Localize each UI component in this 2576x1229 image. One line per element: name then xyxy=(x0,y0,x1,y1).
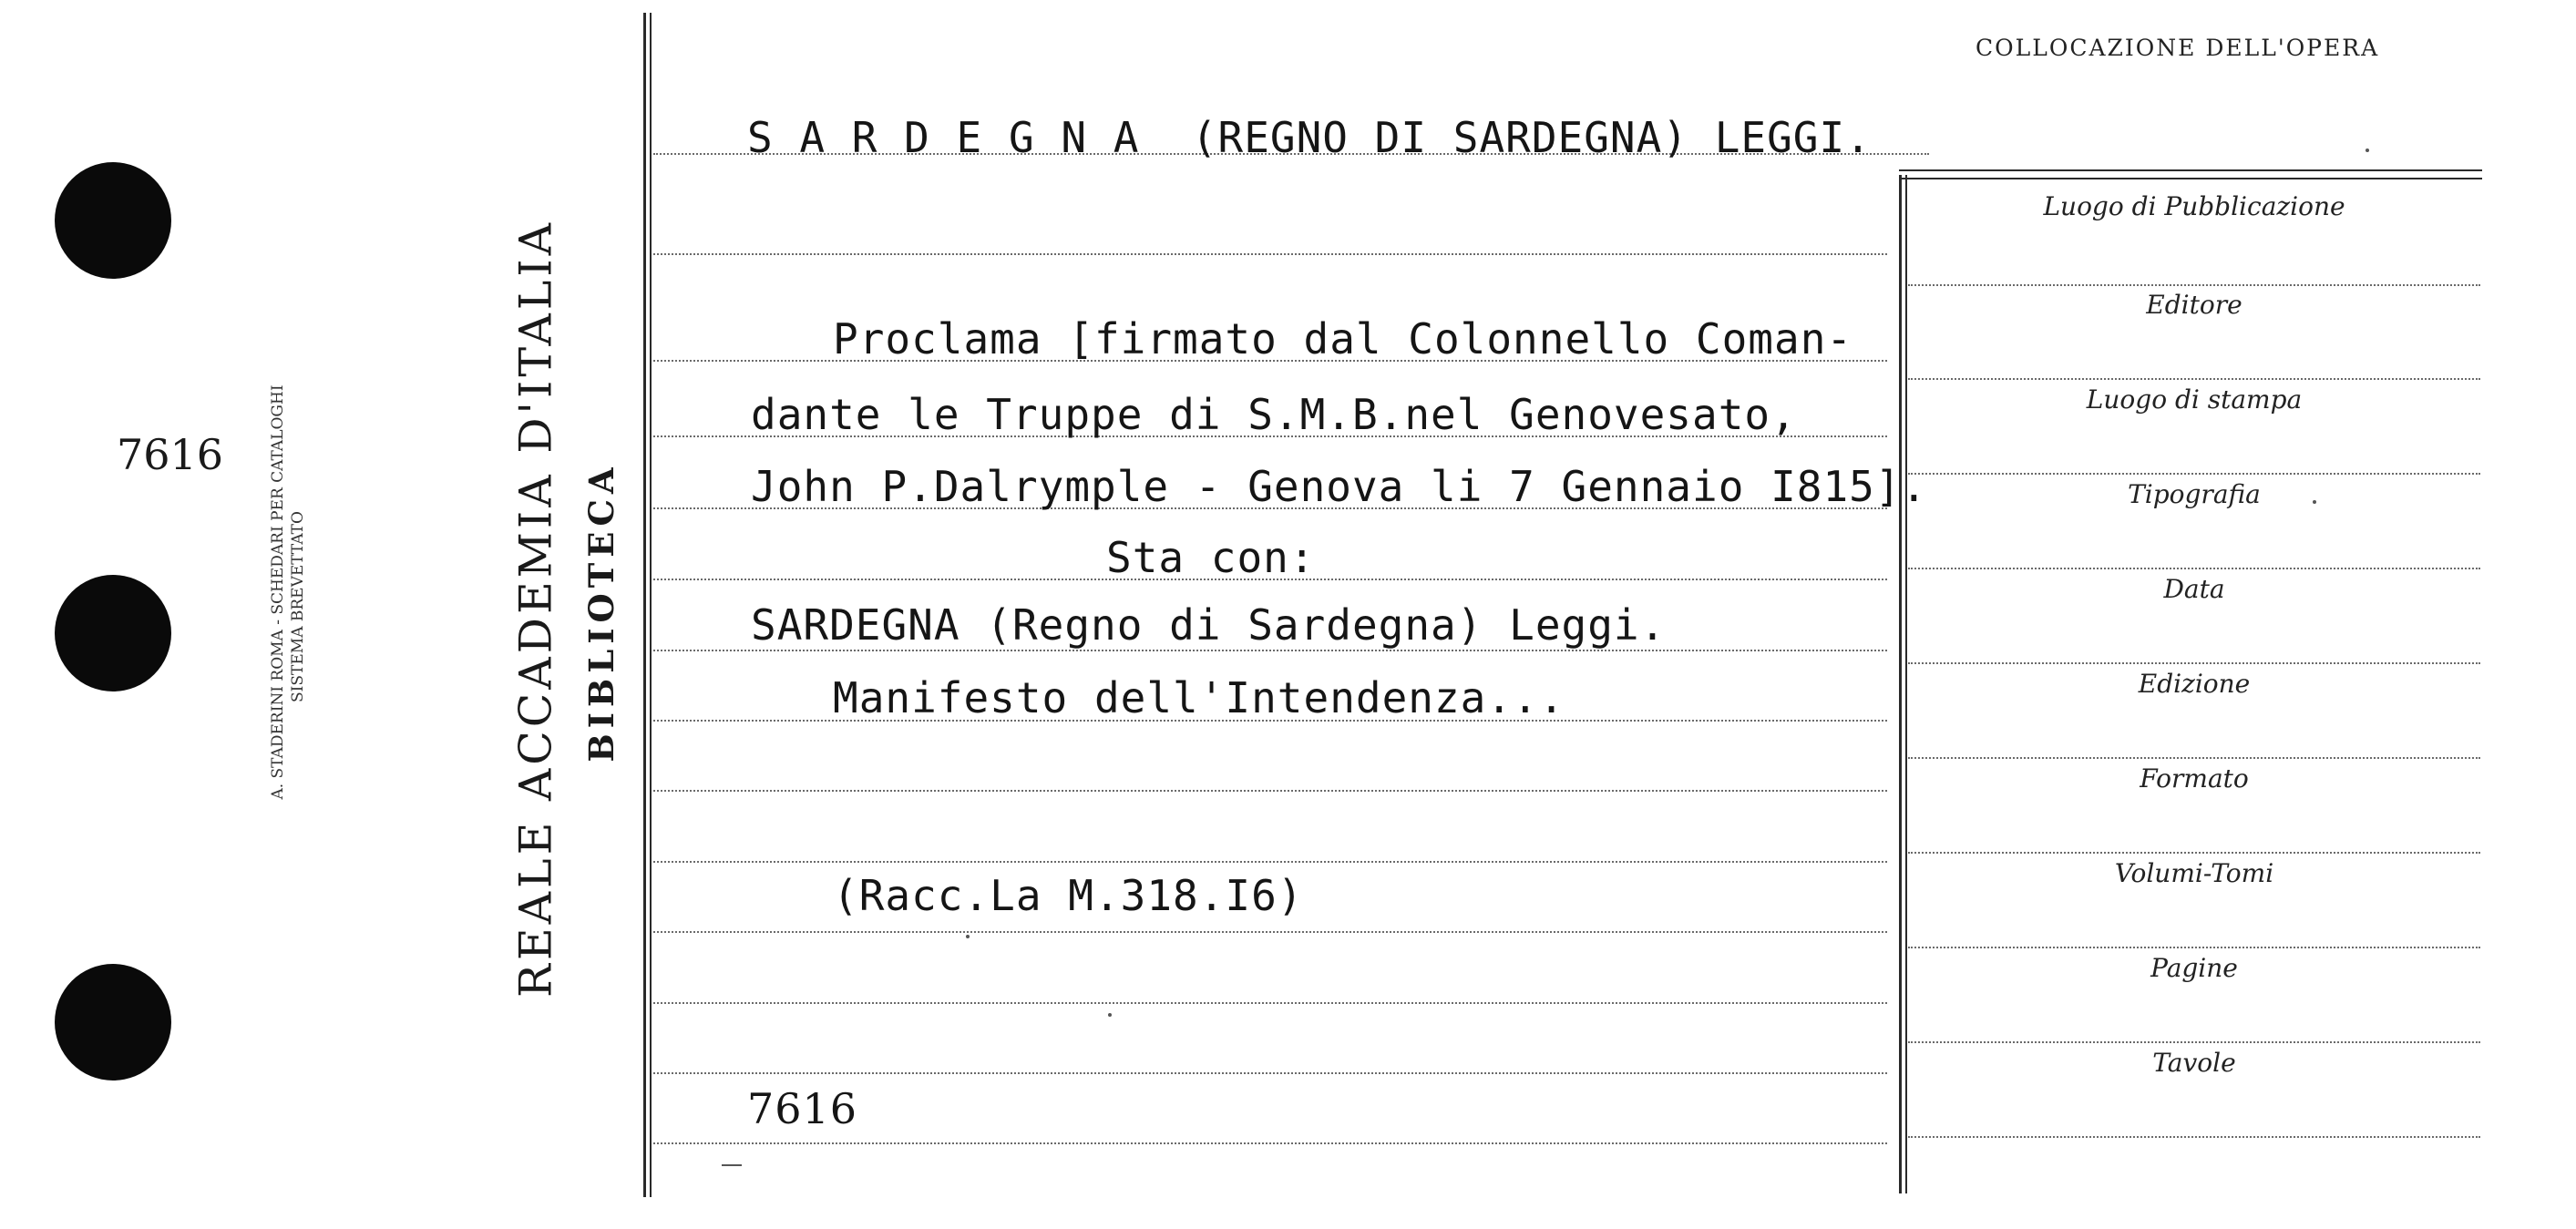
field-rule xyxy=(1908,1041,2480,1043)
accession-number-bottom: 7616 xyxy=(747,1084,858,1133)
field-pagine: Pagine xyxy=(2150,953,2238,983)
field-edizione: Edizione xyxy=(2138,669,2251,699)
ruled-line xyxy=(653,790,1887,792)
accession-number-left: 7616 xyxy=(117,430,224,479)
ruled-line xyxy=(653,1142,1887,1144)
card-heading: S A R D E G N A (REGNO DI SARDEGNA) LEGGI. xyxy=(747,113,1872,162)
ruled-line xyxy=(653,253,1887,255)
field-rule xyxy=(1908,662,2480,664)
ruled-line xyxy=(653,650,1887,651)
binder-hole-top xyxy=(55,162,171,279)
field-column-top-rule-2 xyxy=(1899,178,2482,179)
field-column-top-rule xyxy=(1899,169,2482,171)
field-tipografia: Tipografia xyxy=(2128,479,2261,509)
field-volumi-tomi: Volumi-Tomi xyxy=(2114,858,2274,888)
binder-hole-bottom xyxy=(55,964,171,1080)
field-rule xyxy=(1908,757,2480,759)
printer-imprint-line1: A. STADERINI ROMA - SCHEDARI PER CATALOGHI xyxy=(269,384,287,800)
scan-speck xyxy=(2366,149,2369,152)
left-margin-rule xyxy=(643,13,646,1197)
body-line-3: John P.Dalrymple - Genova li 7 Gennaio I815]. xyxy=(751,462,1928,511)
ruled-line xyxy=(653,1072,1887,1074)
field-rule xyxy=(1908,1136,2480,1138)
department-name: BIBLIOTECA xyxy=(581,462,621,763)
ruled-line xyxy=(653,861,1887,863)
scan-speck xyxy=(722,1164,742,1166)
scan-speck xyxy=(966,935,970,938)
body-line-2: dante le Truppe di S.M.B.nel Genovesato, xyxy=(751,390,1797,439)
collocation-header: COLLOCAZIONE DELL'OPERA xyxy=(1976,35,2380,61)
printer-imprint-line2: SISTEMA BREVETTATO xyxy=(289,511,307,702)
field-formato: Formato xyxy=(2140,763,2249,794)
body-line-5: SARDEGNA (Regno di Sardegna) Leggi. xyxy=(751,600,1667,650)
ruled-line xyxy=(653,931,1887,933)
institution-name: REALE ACCADEMIA D'ITALIA xyxy=(509,219,562,999)
field-rule xyxy=(1908,947,2480,948)
field-column-rule xyxy=(1899,175,1902,1193)
scan-speck xyxy=(2313,500,2316,504)
field-data: Data xyxy=(2163,574,2225,604)
shelfmark: (Racc.La M.318.I6) xyxy=(833,871,1304,920)
left-margin-rule-inner xyxy=(650,13,652,1197)
field-rule xyxy=(1908,852,2480,854)
binder-hole-middle xyxy=(55,575,171,691)
field-tavole: Tavole xyxy=(2152,1048,2236,1078)
field-rule xyxy=(1908,378,2480,380)
body-line-1: Proclama [firmato dal Colonnello Coman- xyxy=(833,314,1853,364)
body-line-6: Manifesto dell'Intendenza... xyxy=(833,673,1565,722)
field-luogo-pubblicazione: Luogo di Pubblicazione xyxy=(2043,191,2345,221)
scan-speck xyxy=(1108,1013,1112,1017)
ruled-line xyxy=(653,1002,1887,1004)
field-rule xyxy=(1908,284,2480,286)
field-rule xyxy=(1908,568,2480,569)
field-editore: Editore xyxy=(2146,290,2242,320)
field-luogo-stampa: Luogo di stampa xyxy=(2086,384,2303,415)
field-column-rule-inner xyxy=(1905,175,1907,1193)
field-rule xyxy=(1908,473,2480,475)
body-line-4: Sta con: xyxy=(1106,533,1316,582)
